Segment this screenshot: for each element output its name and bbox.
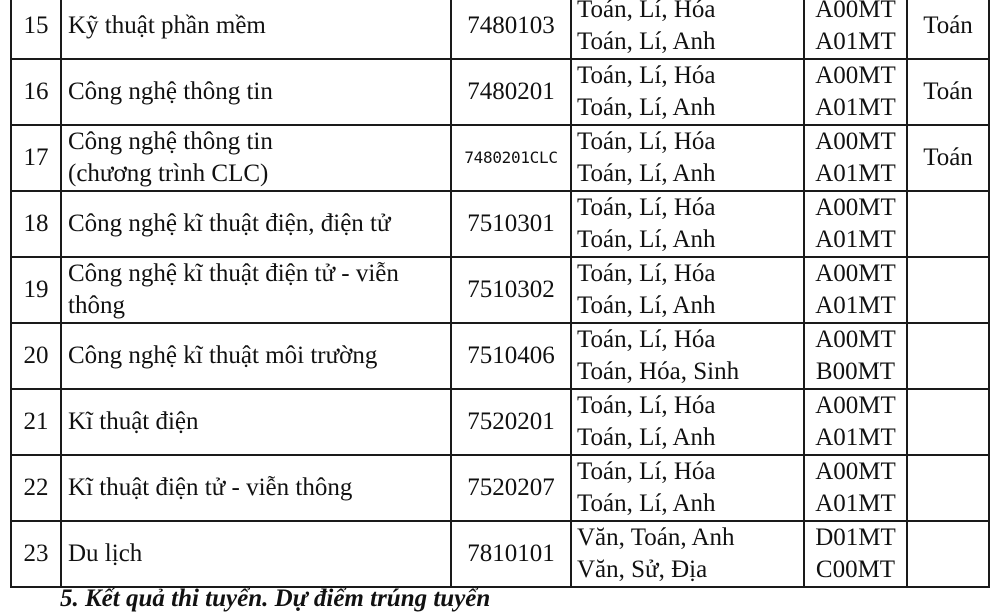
row-number: 21: [11, 389, 61, 455]
major-name: [61, 257, 451, 323]
subject-combinations: [571, 389, 804, 455]
subject-combinations: [571, 125, 804, 191]
priority-subject: Toán: [907, 0, 989, 59]
major-name-line: thông: [68, 292, 125, 319]
row-number: 15: [11, 0, 61, 59]
subject-line: Toán, Lí, Anh: [577, 490, 716, 517]
combination-code: A00MT: [815, 458, 896, 485]
combination-codes: [804, 125, 907, 191]
priority-subject: Toán: [907, 125, 989, 191]
major-code: 7480201CLC: [451, 125, 571, 191]
major-name: Kỹ thuật phần mềm: [61, 0, 451, 59]
major-code: 7520207: [451, 455, 571, 521]
subject-line: Toán, Lí, Hóa: [577, 62, 716, 89]
combination-code: A00MT: [815, 392, 896, 419]
table-row: [11, 323, 989, 389]
subject-line: Toán, Lí, Hóa: [577, 458, 716, 485]
combination-code: A00MT: [815, 128, 896, 155]
subject-line: Toán, Hóa, Sinh: [577, 358, 740, 385]
priority-subject: [907, 323, 989, 389]
priority-subject: [907, 521, 989, 587]
subject-line: Toán, Lí, Hóa: [577, 326, 716, 353]
combination-codes: [804, 59, 907, 125]
subject-combinations: [571, 455, 804, 521]
combination-codes: [804, 389, 907, 455]
table-row: [11, 0, 989, 59]
major-code: 7510302: [451, 257, 571, 323]
row-number: 18: [11, 191, 61, 257]
major-name: [61, 125, 451, 191]
combination-code: A00MT: [815, 0, 896, 23]
combination-code: D01MT: [815, 524, 896, 551]
subject-line: Toán, Lí, Anh: [577, 94, 716, 121]
row-number: 17: [11, 125, 61, 191]
major-code: 7810101: [451, 521, 571, 587]
combination-code: A00MT: [815, 194, 896, 221]
subject-line: Toán, Lí, Anh: [577, 292, 716, 319]
subject-line: Văn, Sử, Địa: [577, 556, 708, 583]
major-code: 7510301: [451, 191, 571, 257]
major-name-line: Công nghệ kĩ thuật điện tử - viễn: [68, 260, 399, 287]
subject-line: Toán, Lí, Hóa: [577, 392, 716, 419]
table-row: [11, 455, 989, 521]
subject-line: Toán, Lí, Hóa: [577, 128, 716, 155]
table-row: [11, 191, 989, 257]
major-name: Công nghệ kĩ thuật môi trường: [61, 323, 451, 389]
section-heading-cut: 5. Kết quả thi tuyển. Dự điểm trúng tuyển: [60, 585, 491, 612]
admission-majors-table: [10, 0, 990, 588]
subject-combinations: [571, 521, 804, 587]
major-code: 7520201: [451, 389, 571, 455]
major-name: Công nghệ thông tin: [61, 59, 451, 125]
subject-combinations: [571, 59, 804, 125]
subject-line: Toán, Lí, Anh: [577, 226, 716, 253]
combination-code: A01MT: [815, 490, 896, 517]
subject-combinations: [571, 323, 804, 389]
major-name: Kĩ thuật điện tử - viễn thông: [61, 455, 451, 521]
combination-codes: [804, 521, 907, 587]
major-name: Công nghệ kĩ thuật điện, điện tử: [61, 191, 451, 257]
table-row: [11, 389, 989, 455]
combination-code: A01MT: [815, 94, 896, 121]
row-number: 23: [11, 521, 61, 587]
combination-codes: [804, 191, 907, 257]
priority-subject: [907, 191, 989, 257]
subject-line: Toán, Lí, Anh: [577, 424, 716, 451]
subject-line: Toán, Lí, Anh: [577, 160, 716, 187]
table-row: [11, 257, 989, 323]
combination-code: A01MT: [815, 292, 896, 319]
major-name: Du lịch: [61, 521, 451, 587]
priority-subject: [907, 455, 989, 521]
subject-line: Toán, Lí, Hóa: [577, 260, 716, 287]
priority-subject: [907, 389, 989, 455]
row-number: 19: [11, 257, 61, 323]
row-number: 22: [11, 455, 61, 521]
major-name-line: (chương trình CLC): [68, 160, 269, 187]
table-row: [11, 521, 989, 587]
subject-line: Toán, Lí, Hóa: [577, 0, 716, 23]
subject-line: Toán, Lí, Hóa: [577, 194, 716, 221]
combination-code: B00MT: [815, 358, 896, 385]
table-row: [11, 125, 989, 191]
combination-code: A01MT: [815, 226, 896, 253]
subject-line: Văn, Toán, Anh: [577, 524, 735, 551]
subject-combinations: [571, 257, 804, 323]
priority-subject: Toán: [907, 59, 989, 125]
major-name-line: Công nghệ thông tin: [68, 128, 273, 155]
combination-code: C00MT: [815, 556, 896, 583]
combination-code: A00MT: [815, 326, 896, 353]
row-number: 16: [11, 59, 61, 125]
subject-combinations: [571, 0, 804, 59]
combination-code: A01MT: [815, 160, 896, 187]
combination-codes: [804, 455, 907, 521]
row-number: 20: [11, 323, 61, 389]
combination-code: A01MT: [815, 28, 896, 55]
combination-code: A00MT: [815, 62, 896, 89]
major-name: Kĩ thuật điện: [61, 389, 451, 455]
combination-codes: [804, 323, 907, 389]
combination-codes: [804, 0, 907, 59]
major-code: 7510406: [451, 323, 571, 389]
combination-code: A00MT: [815, 260, 896, 287]
major-code: 7480201: [451, 59, 571, 125]
combination-code: A01MT: [815, 424, 896, 451]
combination-codes: [804, 257, 907, 323]
table-row: [11, 59, 989, 125]
major-code: 7480103: [451, 0, 571, 59]
subject-combinations: [571, 191, 804, 257]
subject-line: Toán, Lí, Anh: [577, 28, 716, 55]
table-body: [11, 0, 989, 587]
priority-subject: [907, 257, 989, 323]
